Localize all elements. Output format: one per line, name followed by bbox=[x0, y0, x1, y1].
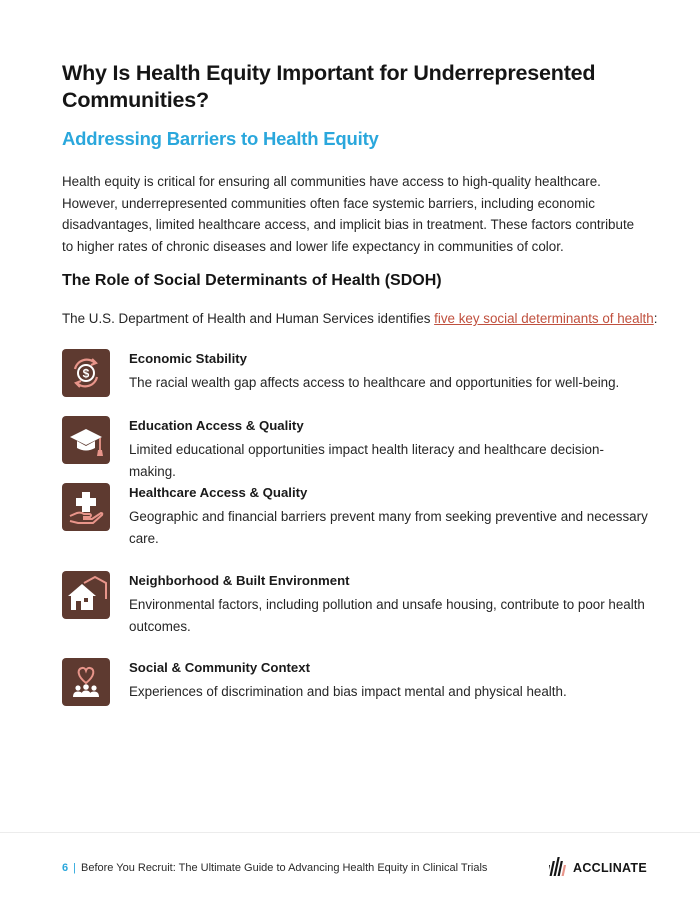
item-description: Experiences of discrimination and bias impact mental and physical health. bbox=[129, 684, 567, 699]
page-title: Why Is Health Equity Important for Underrepresented Communities? bbox=[62, 61, 596, 112]
lead-suffix: : bbox=[653, 311, 658, 326]
item-title: Social & Community Context bbox=[129, 660, 310, 675]
medical-cross-hand-icon bbox=[62, 483, 110, 531]
logo-bars-icon bbox=[549, 855, 571, 877]
sdoh-lead-paragraph bbox=[62, 311, 657, 326]
item-title: Neighborhood & Built Environment bbox=[129, 573, 350, 588]
section-subtitle: Addressing Barriers to Health Equity bbox=[62, 128, 379, 149]
intro-paragraph: Health equity is critical for ensuring all communities have access to high-quality healthcare. However, underrepresented communities often face systemic barriers, including economic disadvantages, limited healthcare access, and implicit bias in treatment. These factors contribute to higher rates of chronic diseases and lower life expectancy in communities of color. bbox=[62, 174, 635, 254]
item-title: Healthcare Access & Quality bbox=[129, 485, 308, 500]
lead-prefix: The U.S. Department of Health and Human Services identifies bbox=[62, 311, 435, 326]
logo-text: ACCLINATE bbox=[573, 861, 647, 875]
sdoh-heading: The Role of Social Determinants of Health (SDOH) bbox=[62, 272, 442, 289]
item-description: Limited educational opportunities impact health literacy and healthcare decision-making. bbox=[129, 442, 604, 479]
heart-people-icon bbox=[62, 658, 110, 706]
item-title: Education Access & Quality bbox=[129, 418, 304, 433]
item-description: Environmental factors, including pollution and unsafe housing, contribute to poor health outcomes. bbox=[129, 597, 645, 634]
graduation-cap-icon bbox=[62, 416, 110, 464]
house-icon bbox=[62, 571, 110, 619]
sdoh-link[interactable]: five key social determinants of health bbox=[434, 311, 654, 326]
item-description: The racial wealth gap affects access to healthcare and opportunities for well-being. bbox=[129, 375, 620, 390]
svg-text:$: $ bbox=[82, 366, 90, 381]
footer-text: Before You Recruit: The Ultimate Guide to Advancing Health Equity in Clinical Trials bbox=[80, 862, 488, 874]
footer-separator: | bbox=[73, 862, 76, 874]
item-description: Geographic and financial barriers prevent many from seeking preventive and necessary care. bbox=[129, 509, 648, 546]
dollar-cycle-icon bbox=[62, 349, 110, 397]
footer-divider bbox=[0, 832, 700, 833]
item-title: Economic Stability bbox=[129, 351, 247, 366]
page-footer bbox=[62, 862, 487, 874]
page-number: 6 bbox=[62, 862, 69, 874]
